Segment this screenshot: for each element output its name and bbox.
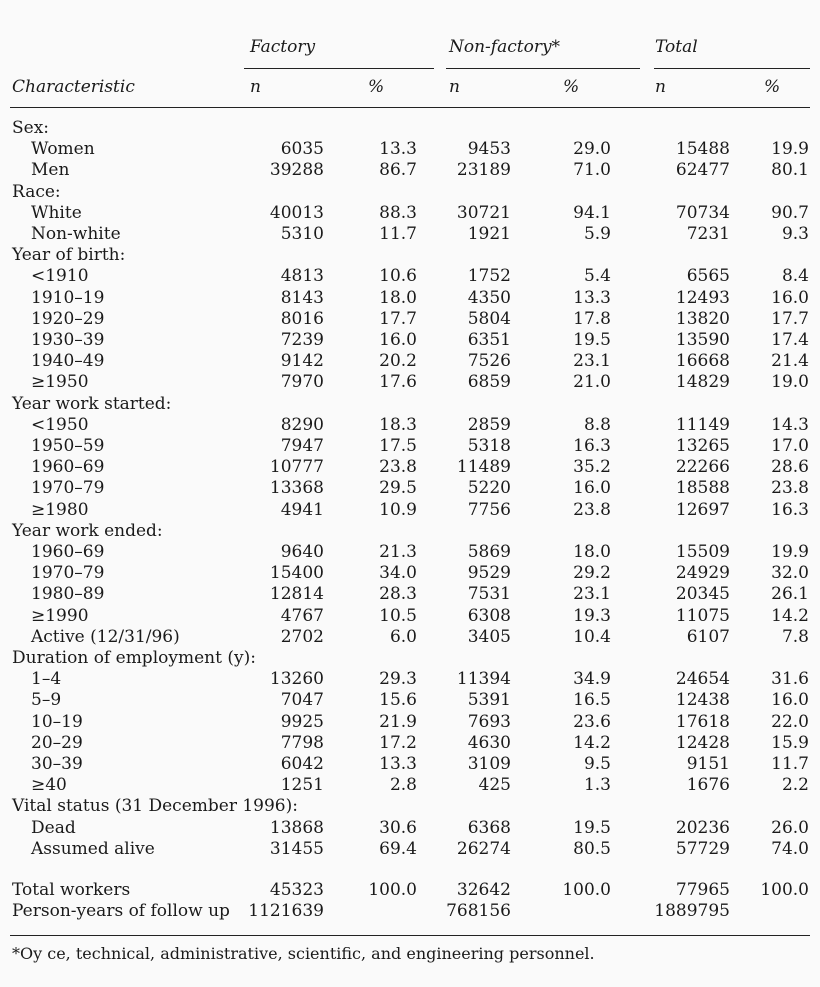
- cell-n: 40013: [269, 202, 324, 223]
- total-rule: [654, 68, 810, 69]
- cell-n: 30721: [456, 202, 511, 223]
- cell-pct: 29.0: [573, 139, 611, 160]
- cell-n: 6035: [280, 139, 324, 160]
- cell-n: 1921: [467, 224, 511, 244]
- cell-pct: 100.0: [562, 880, 611, 900]
- cell-n: 17618: [675, 711, 730, 732]
- cell-pct: 28.6: [771, 457, 809, 478]
- cell-pct: 69.4: [379, 838, 417, 859]
- cell-pct: 13.3: [573, 287, 611, 308]
- cell-n: 7531: [467, 584, 511, 605]
- cell-pct: 15.9: [771, 732, 809, 753]
- cell-n: 57729: [675, 838, 730, 859]
- cell-pct: 23.6: [573, 711, 611, 732]
- cell-n: 5310: [280, 224, 324, 244]
- cell-n: 7693: [467, 711, 511, 732]
- cell-pct: 23.8: [573, 499, 611, 520]
- cell-n: 4941: [280, 499, 324, 520]
- row-label: Men: [31, 160, 70, 181]
- row-label: 1930–39: [31, 330, 105, 350]
- cell-pct: 29.3: [379, 669, 417, 690]
- cell-pct: 14.2: [771, 605, 809, 626]
- row-label: 1940–49: [31, 351, 105, 372]
- cell-pct: 80.5: [573, 838, 611, 859]
- cell-n: 2702: [280, 626, 324, 647]
- subheader-pct-nonfactory: %: [563, 77, 580, 97]
- cell-pct: 19.9: [771, 139, 809, 160]
- cell-pct: 10.5: [379, 605, 417, 626]
- cell-n: 11149: [675, 414, 730, 435]
- cell-n: 6859: [467, 372, 511, 393]
- row-label: ≥1990: [31, 605, 89, 626]
- row-label: <1910: [31, 266, 89, 287]
- cell-pct: 16.3: [573, 436, 611, 456]
- cell-n: 5220: [467, 478, 511, 499]
- cell-pct: 15.6: [379, 690, 417, 711]
- cell-n: 9142: [280, 351, 324, 372]
- row-label: 1970–79: [31, 563, 105, 584]
- cell-pct: 86.7: [379, 160, 417, 181]
- row-label: Women: [31, 139, 95, 160]
- section-label: Year work started:: [12, 393, 172, 414]
- cell-pct: 2.8: [389, 775, 417, 796]
- cell-pct: 17.7: [379, 308, 417, 329]
- section-label: Sex:: [12, 118, 50, 138]
- row-label: Dead: [31, 817, 76, 838]
- cell-pct: 18.3: [379, 414, 417, 435]
- cell-pct: 16.0: [771, 690, 809, 711]
- cell-pct: 14.3: [771, 414, 809, 435]
- cell-pct: 88.3: [379, 202, 417, 223]
- cell-n: 1251: [280, 775, 324, 796]
- cell-pct: 17.2: [379, 732, 417, 753]
- row-label: ≥40: [31, 775, 67, 796]
- group-header-factory: Factory: [250, 37, 316, 57]
- cell-pct: 29.5: [379, 478, 417, 499]
- section-label: Year work ended:: [12, 520, 163, 541]
- cell-pct: 1.3: [583, 775, 611, 796]
- cell-n: 18588: [675, 478, 730, 499]
- cell-pct: 6.0: [389, 626, 417, 647]
- cell-n: 4350: [467, 287, 511, 308]
- cell-pct: 32.0: [771, 563, 809, 584]
- cell-pct: 26.1: [771, 584, 809, 605]
- subheader-pct-factory: %: [368, 77, 385, 97]
- cell-n: 5391: [467, 690, 511, 711]
- cell-n: 7047: [280, 690, 324, 711]
- cell-pct: 71.0: [573, 160, 611, 181]
- cell-n: 6368: [467, 817, 511, 838]
- cell-n: 13260: [269, 669, 324, 690]
- cell-n: 31455: [269, 838, 324, 859]
- cell-pct: 17.4: [771, 330, 809, 350]
- cell-n: 20236: [675, 817, 730, 838]
- cell-pct: 29.2: [573, 563, 611, 584]
- characteristic-header: Characteristic: [12, 77, 135, 97]
- cell-n: 7947: [280, 436, 324, 456]
- cell-pct: 23.8: [379, 457, 417, 478]
- cell-n: 7798: [280, 732, 324, 753]
- cell-n: 45323: [269, 880, 324, 900]
- cell-n: 15400: [269, 563, 324, 584]
- cell-pct: 17.5: [379, 436, 417, 456]
- row-label: 5–9: [31, 690, 62, 711]
- cell-pct: 10.4: [573, 626, 611, 647]
- cell-n: 62477: [675, 160, 730, 181]
- section-label: Race:: [12, 181, 61, 202]
- cell-n: 20345: [675, 584, 730, 605]
- cell-pct: 21.3: [379, 542, 417, 562]
- row-label: 1–4: [31, 669, 62, 690]
- row-label: Assumed alive: [31, 838, 155, 859]
- subheader-n-nonfactory: n: [449, 77, 460, 97]
- cell-pct: 23.1: [573, 584, 611, 605]
- cell-pct: 17.6: [379, 372, 417, 393]
- cell-n: 9151: [686, 754, 730, 774]
- cell-n: 13265: [675, 436, 730, 456]
- cell-n: 6351: [467, 330, 511, 350]
- subheader-n-factory: n: [250, 77, 261, 97]
- cell-n: 13590: [675, 330, 730, 350]
- cell-pct: 18.0: [573, 542, 611, 562]
- row-label: Active (12/31/96): [31, 626, 180, 647]
- cell-n: 4630: [467, 732, 511, 753]
- cell-n: 32642: [456, 880, 511, 900]
- factory-rule: [244, 68, 434, 69]
- cell-n: 7756: [467, 499, 511, 520]
- cell-pct: 5.4: [583, 266, 611, 287]
- cell-n: 11075: [675, 605, 730, 626]
- row-label: 30–39: [31, 754, 83, 774]
- cell-pct: 100.0: [760, 880, 809, 900]
- cell-n: 1121639: [248, 901, 324, 922]
- cell-n: 70734: [675, 202, 730, 223]
- cell-n: 13368: [269, 478, 324, 499]
- cell-pct: 21.4: [771, 351, 809, 372]
- cell-n: 23189: [456, 160, 511, 181]
- cell-n: 24654: [675, 669, 730, 690]
- cell-pct: 13.3: [379, 139, 417, 160]
- row-label: 1960–69: [31, 542, 105, 562]
- cell-pct: 21.9: [379, 711, 417, 732]
- cell-n: 768156: [446, 901, 511, 922]
- cell-pct: 10.6: [379, 266, 417, 287]
- cell-pct: 31.6: [771, 669, 809, 690]
- cell-pct: 11.7: [771, 754, 809, 774]
- cell-pct: 34.0: [379, 563, 417, 584]
- cell-pct: 17.7: [771, 308, 809, 329]
- cell-pct: 19.9: [771, 542, 809, 562]
- section-label: Duration of employment (y):: [12, 648, 256, 668]
- section-label: Year of birth:: [12, 245, 126, 266]
- cell-pct: 2.2: [781, 775, 809, 796]
- cell-n: 12493: [675, 287, 730, 308]
- cell-pct: 9.5: [583, 754, 611, 774]
- cell-n: 9925: [280, 711, 324, 732]
- cell-n: 1676: [686, 775, 730, 796]
- cell-n: 6565: [686, 266, 730, 287]
- cell-pct: 9.3: [781, 224, 809, 244]
- row-label: 1960–69: [31, 457, 105, 478]
- cell-pct: 26.0: [771, 817, 809, 838]
- cell-n: 3405: [467, 626, 511, 647]
- cell-pct: 8.4: [781, 266, 809, 287]
- cell-n: 7239: [280, 330, 324, 350]
- cell-n: 14829: [675, 372, 730, 393]
- row-label: 20–29: [31, 732, 83, 753]
- cell-n: 6042: [280, 754, 324, 774]
- row-label: Non-white: [31, 224, 121, 244]
- cell-pct: 30.6: [379, 817, 417, 838]
- cell-n: 5869: [467, 542, 511, 562]
- row-label: 1910–19: [31, 287, 105, 308]
- cell-n: 11489: [456, 457, 511, 478]
- row-label: ≥1980: [31, 499, 89, 520]
- cell-pct: 23.8: [771, 478, 809, 499]
- cell-pct: 80.1: [771, 160, 809, 181]
- cell-n: 15509: [675, 542, 730, 562]
- cell-pct: 11.7: [379, 224, 417, 244]
- cell-n: 1752: [467, 266, 511, 287]
- cell-n: 12428: [675, 732, 730, 753]
- cell-pct: 17.8: [573, 308, 611, 329]
- cell-pct: 17.0: [771, 436, 809, 456]
- cell-pct: 13.3: [379, 754, 417, 774]
- cell-pct: 5.9: [583, 224, 611, 244]
- cell-n: 12814: [269, 584, 324, 605]
- cell-pct: 94.1: [573, 202, 611, 223]
- cell-n: 7526: [467, 351, 511, 372]
- cell-n: 8016: [280, 308, 324, 329]
- cell-pct: 19.3: [573, 605, 611, 626]
- cell-n: 8290: [280, 414, 324, 435]
- cell-n: 9453: [467, 139, 511, 160]
- cell-n: 6107: [686, 626, 730, 647]
- cell-n: 13868: [269, 817, 324, 838]
- row-label: 10–19: [31, 711, 83, 732]
- footnote: *Oy ce, technical, administrative, scientific, and engineering personnel.: [12, 944, 595, 963]
- cell-pct: 34.9: [573, 669, 611, 690]
- non-factory-rule: [446, 68, 640, 69]
- cell-pct: 16.3: [771, 499, 809, 520]
- total-row-label: Total workers: [12, 880, 131, 900]
- cell-pct: 23.1: [573, 351, 611, 372]
- row-label: ≥1950: [31, 372, 89, 393]
- cell-n: 24929: [675, 563, 730, 584]
- cell-n: 2859: [467, 414, 511, 435]
- cell-pct: 35.2: [573, 457, 611, 478]
- row-label: 1950–59: [31, 436, 105, 456]
- cell-pct: 74.0: [771, 838, 809, 859]
- bottom-rule: [10, 935, 810, 936]
- cell-pct: 19.5: [573, 817, 611, 838]
- cell-n: 12438: [675, 690, 730, 711]
- cell-n: 22266: [675, 457, 730, 478]
- group-header-non-factory: Non-factory*: [449, 37, 561, 57]
- cell-n: 77965: [675, 880, 730, 900]
- cell-pct: 19.0: [771, 372, 809, 393]
- cell-pct: 20.2: [379, 351, 417, 372]
- cell-pct: 100.0: [368, 880, 417, 900]
- cell-n: 8143: [280, 287, 324, 308]
- cell-n: 4813: [280, 266, 324, 287]
- cell-n: 7231: [686, 224, 730, 244]
- cell-pct: 14.2: [573, 732, 611, 753]
- row-label: <1950: [31, 414, 89, 435]
- cell-n: 3109: [467, 754, 511, 774]
- header-rule: [10, 107, 810, 108]
- subheader-n-total: n: [655, 77, 666, 97]
- cell-pct: 10.9: [379, 499, 417, 520]
- cell-n: 10777: [269, 457, 324, 478]
- cell-n: 12697: [675, 499, 730, 520]
- cell-n: 9529: [467, 563, 511, 584]
- row-label: White: [31, 202, 82, 223]
- cell-pct: 90.7: [771, 202, 809, 223]
- cell-n: 4767: [280, 605, 324, 626]
- cell-n: 26274: [456, 838, 511, 859]
- row-label: 1920–29: [31, 308, 105, 329]
- cell-n: 39288: [269, 160, 324, 181]
- subheader-pct-total: %: [764, 77, 781, 97]
- cell-n: 7970: [280, 372, 324, 393]
- row-label: 1970–79: [31, 478, 105, 499]
- cell-n: 9640: [280, 542, 324, 562]
- cell-pct: 16.0: [573, 478, 611, 499]
- cell-n: 16668: [675, 351, 730, 372]
- cell-n: 425: [478, 775, 511, 796]
- total-row-label: Person-years of follow up: [12, 901, 230, 922]
- cell-n: 11394: [456, 669, 511, 690]
- cell-n: 1889795: [654, 901, 730, 922]
- cell-pct: 22.0: [771, 711, 809, 732]
- cell-pct: 16.5: [573, 690, 611, 711]
- group-header-total: Total: [655, 37, 698, 57]
- cell-n: 13820: [675, 308, 730, 329]
- row-label: 1980–89: [31, 584, 105, 605]
- cell-pct: 18.0: [379, 287, 417, 308]
- cell-pct: 19.5: [573, 330, 611, 350]
- cell-pct: 21.0: [573, 372, 611, 393]
- cell-pct: 8.8: [583, 414, 611, 435]
- cell-pct: 16.0: [379, 330, 417, 350]
- cell-n: 5318: [467, 436, 511, 456]
- cell-pct: 7.8: [781, 626, 809, 647]
- cell-n: 15488: [675, 139, 730, 160]
- cell-pct: 16.0: [771, 287, 809, 308]
- cell-n: 5804: [467, 308, 511, 329]
- section-label: Vital status (31 December 1996):: [12, 796, 298, 817]
- cell-pct: 28.3: [379, 584, 417, 605]
- cell-n: 6308: [467, 605, 511, 626]
